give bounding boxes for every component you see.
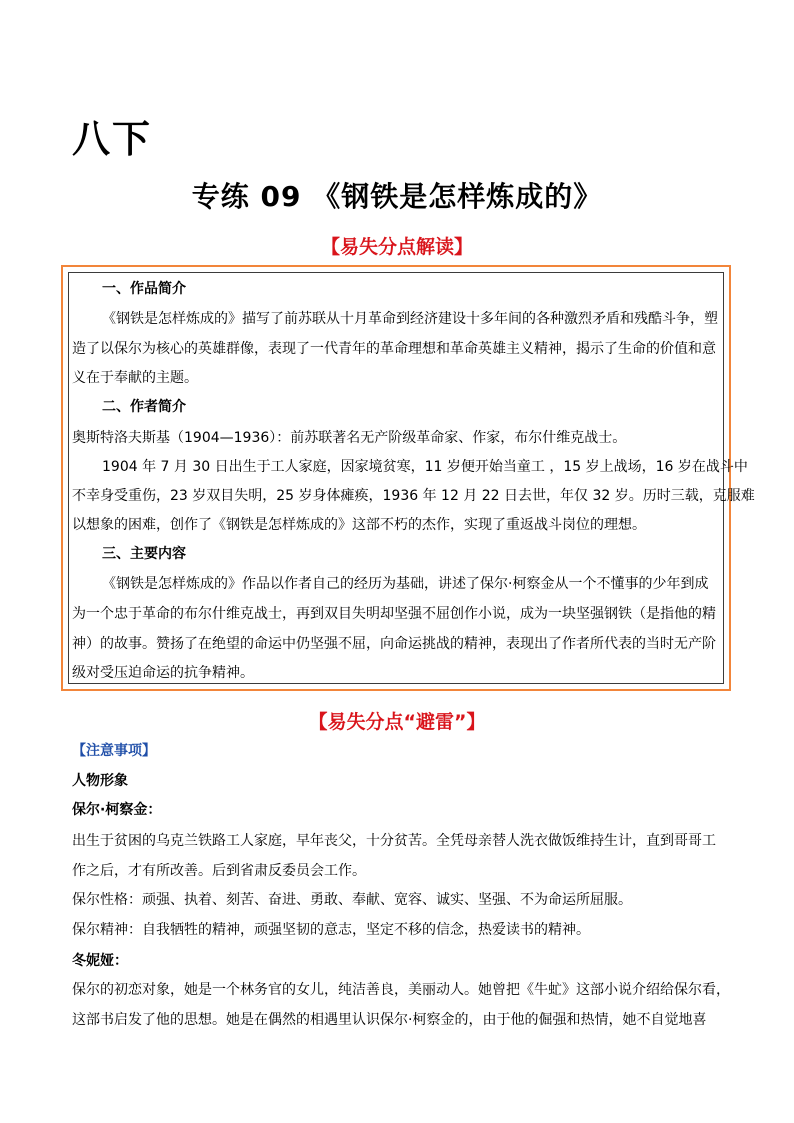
body-line: 出生于贫困的乌克兰铁路工人家庭，早年丧父，十分贫苦。全凭母亲替人洗衣做饭维持生计，直到哥哥工 <box>72 833 716 849</box>
box-heading-author: 二、作者简介 <box>102 399 186 415</box>
box-paragraph-line: 1904 年 7 月 30 日出生于工人家庭，因家境贫寒，11 岁便开始当童工 ，15 岁上战场，16 岁在战斗中 <box>102 459 748 475</box>
section-heading-analysis: 【易失分点解读】 <box>320 236 473 258</box>
box-paragraph-line: 级对受压迫命运的抗争精神。 <box>72 665 254 681</box>
section-heading-pitfalls: 【易失分点“避雷”】 <box>308 711 486 733</box>
box-heading-content: 三、主要内容 <box>102 546 186 562</box>
box-paragraph-line: 《钢铁是怎样炼成的》作品以作者自己的经历为基础，讲述了保尔·柯察金从一个不懂事的少年到成 <box>102 576 709 592</box>
character-name-tonya: 冬妮娅： <box>72 953 128 969</box>
body-line: 保尔性格：顽强、执着、刻苦、奋进、勇敢、奉献、宽容、诚实、坚强、不为命运所屈服。 <box>72 892 632 908</box>
box-paragraph-line: 神）的故事。赞扬了在绝望的命运中仍坚强不屈，向命运挑战的精神，表现出了作者所代表的当时无产阶 <box>72 636 716 652</box>
page-title: 专练 09 《钢铁是怎样炼成的》 <box>191 180 603 213</box>
body-line: 保尔的初恋对象，她是一个林务官的女儿，纯洁善良，美丽动人。她曾把《牛虻》这部小说介绍给保尔看， <box>72 982 730 998</box>
body-line: 保尔精神：自我牺牲的精神，顽强坚韧的意志，坚定不移的信念，热爱读书的精神。 <box>72 922 590 938</box>
box-paragraph-line: 造了以保尔为核心的英雄群像，表现了一代青年的革命理想和革命英雄主义精神，揭示了生命的价值和意 <box>72 341 716 357</box>
box-paragraph-line: 奥斯特洛夫斯基（1904—1936）：前苏联著名无产阶级革命家、作家，布尔什维克战士。 <box>72 430 627 446</box>
box-paragraph-line: 不幸身受重伤，23 岁双目失明，25 岁身体瘫痪，1936 年 12 月 22 日去世，年仅 32 岁。历时三载，克服难 <box>72 488 755 504</box>
box-paragraph-line: 为一个忠于革命的布尔什维克战士，再到双目失明却坚强不屈创作小说，成为一块坚强钢铁（是指他的精 <box>72 606 716 622</box>
box-heading-work: 一、作品简介 <box>102 281 186 297</box>
box-paragraph-line: 义在于奉献的主题。 <box>72 370 198 386</box>
box-paragraph-line: 以想象的困难，创作了《钢铁是怎样炼成的》这部不朽的杰作，实现了重返战斗岗位的理想。 <box>72 517 646 533</box>
characters-heading: 人物形象 <box>72 773 128 789</box>
notes-label: 【注意事项】 <box>72 743 156 759</box>
character-name-paul: 保尔·柯察金： <box>72 802 162 818</box>
box-paragraph-line: 《钢铁是怎样炼成的》描写了前苏联从十月革命到经济建设十多年间的各种激烈矛盾和残酷斗争，塑 <box>102 311 718 327</box>
grade-label: 八下 <box>72 117 153 161</box>
body-line: 这部书启发了他的思想。她是在偶然的相遇里认识保尔·柯察金的，由于他的倔强和热情，她不自觉地喜 <box>72 1012 707 1028</box>
body-line: 作之后，才有所改善。后到省肃反委员会工作。 <box>72 863 366 879</box>
